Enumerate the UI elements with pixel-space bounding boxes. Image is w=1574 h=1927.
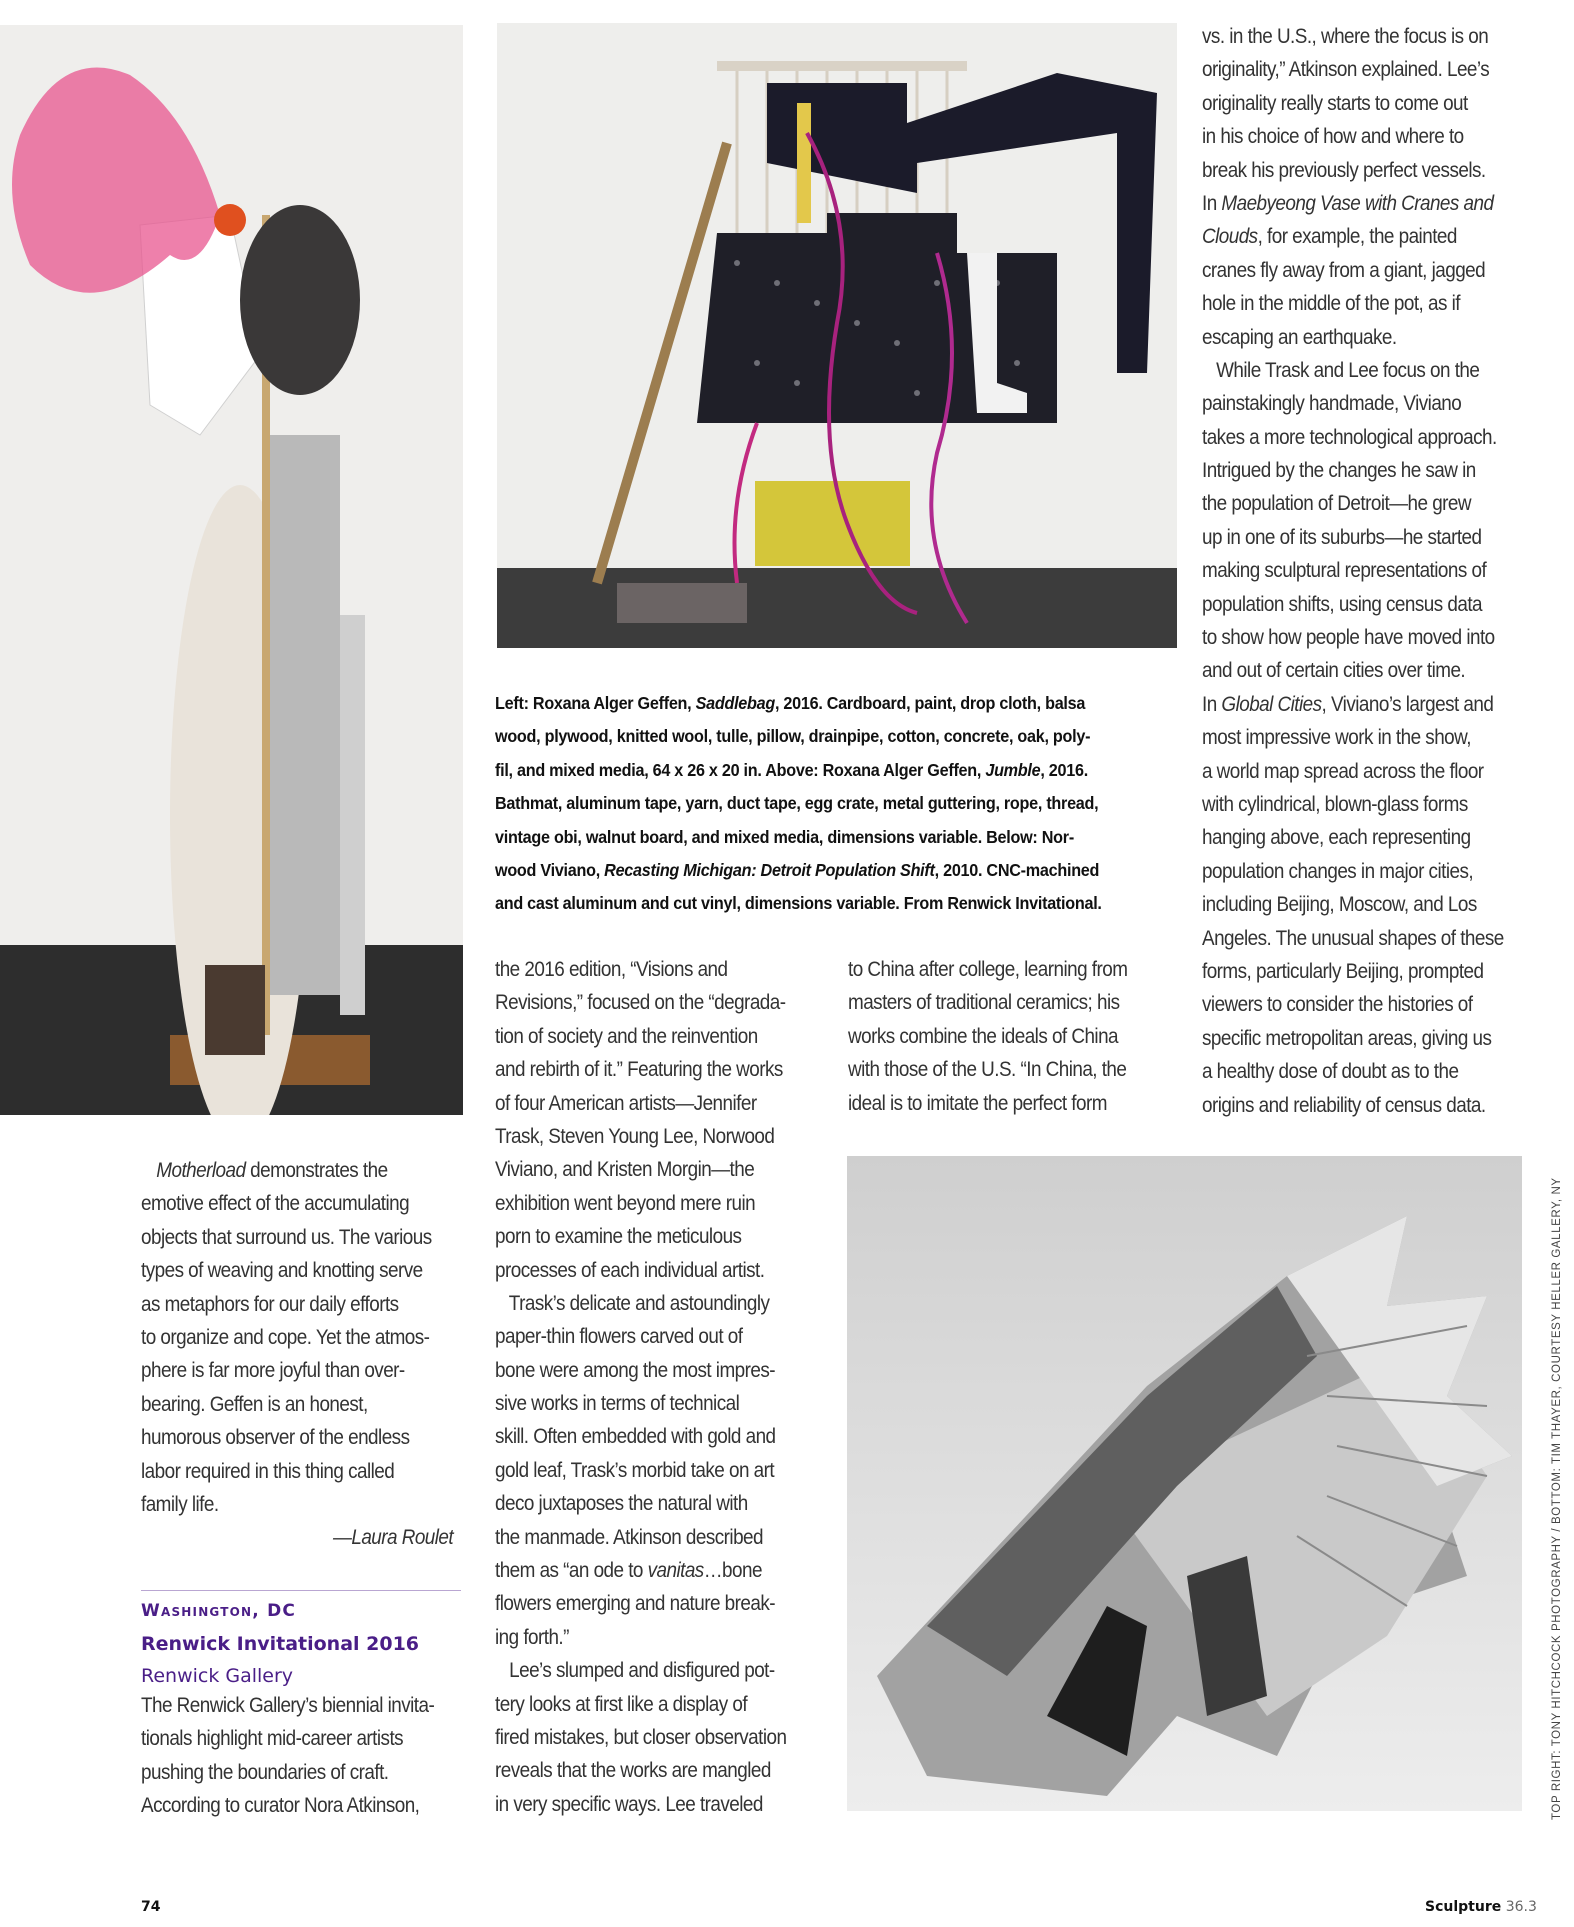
text-line: the manmade. Atkinson described <box>495 1525 763 1549</box>
text-line: In Global Cities, Viviano’s largest and <box>1202 692 1494 716</box>
text-line: vs. in the U.S., where the focus is on <box>1202 25 1489 48</box>
review-byline <box>333 1521 453 1554</box>
venue-name: Renwick Gallery <box>141 1665 294 1687</box>
magazine-name: Sculpture <box>1425 1899 1502 1915</box>
page-number: 74 <box>141 1899 161 1915</box>
text-line: processes of each individual artist. <box>495 1258 765 1282</box>
text-line: with those of the U.S. “In China, the <box>848 1058 1127 1082</box>
text-line: and rebirth of it.” Featuring the works <box>495 1058 783 1082</box>
text-line: flowers emerging and nature break- <box>495 1592 775 1616</box>
review-intro-renwick <box>141 1689 434 1823</box>
byline-text: —Laura Roulet <box>333 1526 454 1549</box>
text-line: reveals that the works are mangled <box>495 1759 771 1783</box>
text-line: family life. <box>141 1492 219 1516</box>
text-line: a healthy dose of doubt as to the <box>1202 1060 1459 1084</box>
exhibition-title: Renwick Invitational 2016 <box>141 1633 420 1655</box>
text-line: takes a more technological approach. <box>1202 425 1497 449</box>
jumble-photo <box>497 23 1177 648</box>
magazine-footer <box>1425 1899 1537 1915</box>
text-line: According to curator Nora Atkinson, <box>141 1794 420 1818</box>
text-line: deco juxtaposes the natural with <box>495 1492 748 1516</box>
text-line: tery looks at first like a display of <box>495 1692 748 1716</box>
text-line: most impressive work in the show, <box>1202 726 1471 750</box>
text-line: bearing. Geffen is an honest, <box>141 1392 368 1416</box>
text-line: Revisions,” focused on the “degrada- <box>495 991 786 1015</box>
text-line: porn to examine the meticulous <box>495 1225 742 1249</box>
text-line: fired mistakes, but closer observation <box>495 1725 787 1749</box>
section-divider <box>141 1590 461 1591</box>
text-line: a world map spread across the floor <box>1202 759 1484 783</box>
text-line: Trask’s delicate and astoundingly <box>495 1291 770 1315</box>
text-line: Angeles. The unusual shapes of these <box>1202 926 1504 950</box>
text-line: humorous observer of the endless <box>141 1426 410 1450</box>
text-line: Viviano, and Kristen Morgin—the <box>495 1158 755 1182</box>
text-line: gold leaf, Trask’s morbid take on art <box>495 1458 775 1482</box>
photo-credit: TOP RIGHT: TONY HITCHCOCK PHOTOGRAPHY / BOTTOM: TIM THAYER, COURTESY HELLER GALLERY, NY <box>1551 1177 1563 1820</box>
text-line: to show how people have moved into <box>1202 626 1495 650</box>
text-line: forms, particularly Beijing, prompted <box>1202 959 1484 983</box>
review-text-column-4 <box>1202 20 1504 1122</box>
text-line: population shifts, using census data <box>1202 592 1483 616</box>
text-line: the population of Detroit—he grew <box>1202 492 1472 516</box>
caption-line: wood Viviano, Recasting Michigan: Detroit Population Shift, 2010. CNC-machined <box>495 859 1100 880</box>
text-line: ideal is to imitate the perfect form <box>848 1091 1107 1115</box>
issue-number: 36.3 <box>1505 1899 1537 1915</box>
text-line: escaping an earthquake. <box>1202 325 1397 349</box>
text-line: Trask, Steven Young Lee, Norwood <box>495 1124 775 1148</box>
caption-line: Left: Roxana Alger Geffen, Saddlebag, 2016. Cardboard, paint, drop cloth, balsa <box>495 693 1086 713</box>
text-line: hanging above, each representing <box>1202 826 1471 850</box>
text-line: including Beijing, Moscow, and Los <box>1202 893 1477 917</box>
text-line: in very specific ways. Lee traveled <box>495 1792 763 1816</box>
text-line: them as “an ode to vanitas…bone <box>495 1559 762 1583</box>
text-line: and out of certain cities over time. <box>1202 659 1466 683</box>
text-line: the 2016 edition, “Visions and <box>495 958 728 981</box>
text-line: originality really starts to come out <box>1202 91 1468 115</box>
text-line: In Maebyeong Vase with Cranes and <box>1202 191 1494 215</box>
review-text-column-3 <box>848 953 1127 1120</box>
text-line: phere is far more joyful than over- <box>141 1359 405 1383</box>
text-line: masters of traditional ceramics; his <box>848 991 1120 1015</box>
text-line: tion of society and the reinvention <box>495 1024 758 1048</box>
saddlebag-photo <box>0 25 463 1115</box>
text-line: Motherload demonstrates the <box>156 1159 388 1182</box>
text-line: viewers to consider the histories of <box>1202 993 1473 1017</box>
text-line: specific metropolitan areas, giving us <box>1202 1026 1492 1050</box>
text-line: ing forth.” <box>495 1625 569 1649</box>
text-line: as metaphors for our daily efforts <box>141 1292 399 1316</box>
caption-line: vintage obi, walnut board, and mixed media, dimensions variable. Below: Nor- <box>495 826 1074 847</box>
text-line: labor required in this thing called <box>141 1459 395 1483</box>
caption-line: wood, plywood, knitted wool, tulle, pillow, drainpipe, cotton, concrete, oak, poly- <box>495 726 1091 747</box>
text-line: to China after college, learning from <box>848 958 1128 981</box>
text-line: cranes fly away from a giant, jagged <box>1202 258 1486 282</box>
review-text-motherload <box>141 1154 432 1521</box>
text-line: exhibition went beyond mere ruin <box>495 1191 756 1215</box>
caption-line: and cast aluminum and cut vinyl, dimensions variable. From Renwick Invitational. <box>495 893 1102 914</box>
text-line: Clouds, for example, the painted <box>1202 225 1457 249</box>
text-line: objects that surround us. The various <box>141 1225 432 1249</box>
text-line: sive works in terms of technical <box>495 1392 740 1416</box>
text-line: Lee’s slumped and disfigured pot- <box>495 1659 775 1683</box>
text-line: painstakingly handmade, Viviano <box>1202 392 1462 416</box>
text-line: break his previously perfect vessels. <box>1202 158 1486 182</box>
text-line: with cylindrical, blown-glass forms <box>1202 792 1468 816</box>
text-line: of four American artists—Jennifer <box>495 1091 757 1115</box>
review-header <box>141 1594 419 1693</box>
text-line: making sculptural representations of <box>1202 559 1487 583</box>
text-line: The Renwick Gallery’s biennial invita- <box>141 1694 435 1717</box>
text-line: works combine the ideals of China <box>848 1024 1119 1048</box>
text-line: skill. Often embedded with gold and <box>495 1425 776 1449</box>
text-line: Intrigued by the changes he saw in <box>1202 459 1476 483</box>
caption-line: fil, and mixed media, 64 x 26 x 20 in. Above: Roxana Alger Geffen, Jumble, 2016. <box>495 759 1088 780</box>
review-text-column-2 <box>495 953 786 1821</box>
text-line: hole in the middle of the pot, as if <box>1202 292 1460 316</box>
text-line: originality,” Atkinson explained. Lee’s <box>1202 58 1490 82</box>
caption-line: Bathmat, aluminum tape, yarn, duct tape, egg crate, metal guttering, rope, thread, <box>495 793 1099 814</box>
text-line: paper-thin flowers carved out of <box>495 1325 743 1349</box>
location-heading: Washington, DC <box>141 1601 297 1621</box>
text-line: in his choice of how and where to <box>1202 125 1464 149</box>
recasting-michigan-photo <box>847 1156 1522 1811</box>
text-line: bone were among the most impres- <box>495 1358 776 1382</box>
text-line: pushing the boundaries of craft. <box>141 1760 389 1784</box>
text-line: to organize and cope. Yet the atmos- <box>141 1325 430 1349</box>
text-line: origins and reliability of census data. <box>1202 1093 1486 1117</box>
text-line: up in one of its suburbs—he started <box>1202 525 1482 549</box>
text-line: types of weaving and knotting serve <box>141 1259 423 1283</box>
text-line: population changes in major cities, <box>1202 859 1474 883</box>
text-line: While Trask and Lee focus on the <box>1202 358 1480 382</box>
text-line: tionals highlight mid-career artists <box>141 1727 404 1751</box>
text-line: emotive effect of the accumulating <box>141 1192 410 1216</box>
photo-caption <box>495 687 1102 921</box>
